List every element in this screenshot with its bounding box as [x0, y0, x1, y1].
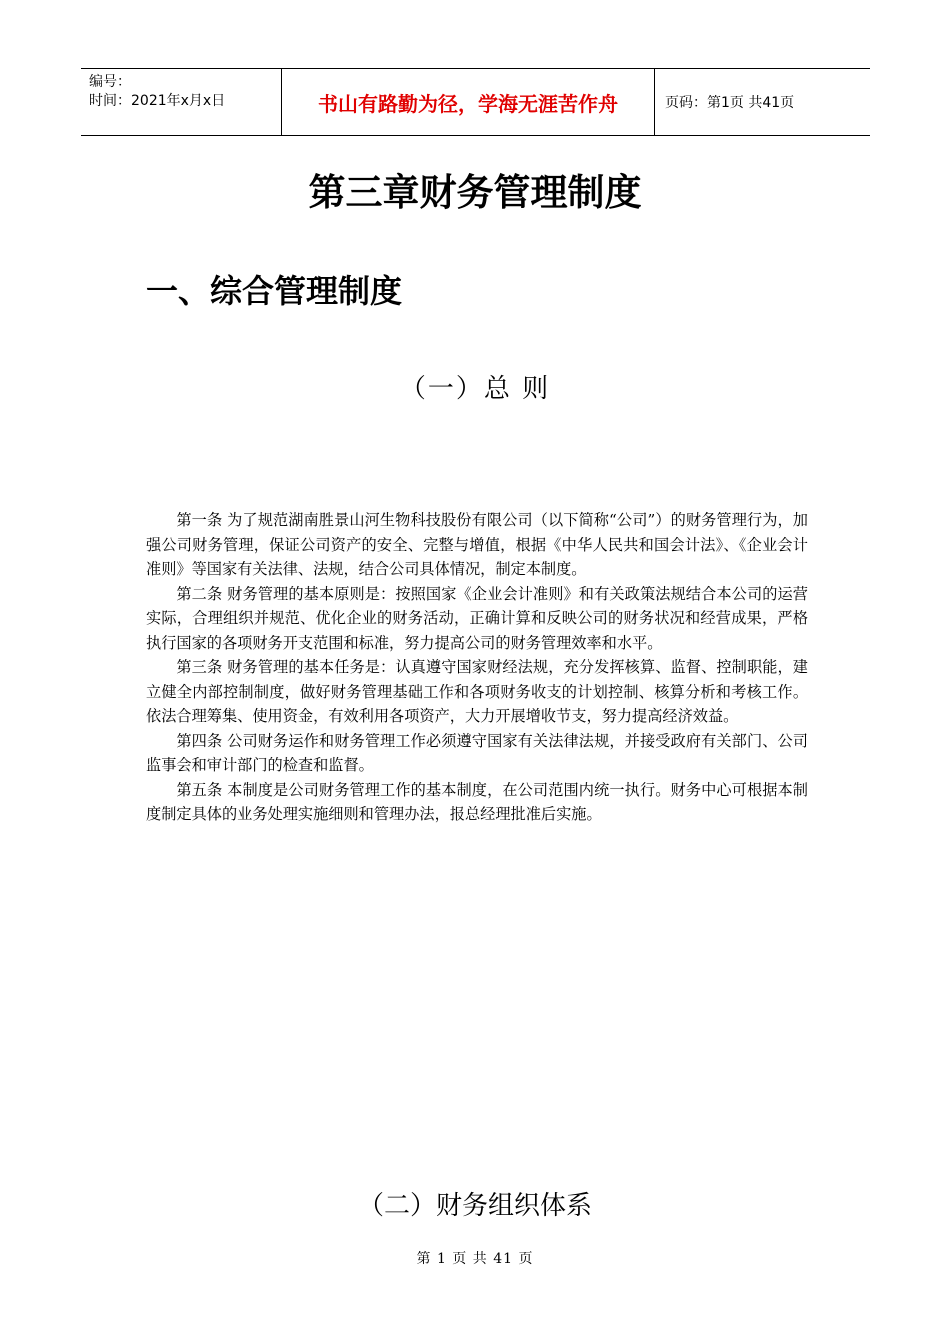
page-header	[81, 68, 870, 136]
subsection-title-general: （一）总 则	[399, 374, 551, 404]
document-date: 时间：2021年x月x日	[89, 93, 226, 109]
header-page-code: 页码：第1页 共41页	[665, 95, 795, 111]
article-3: 第三条 财务管理的基本任务是：认真遵守国家财经法规，充分发挥核算、监督、控制职能，建立健全内部控制制度，做好财务管理基础工作和各项财务收支的计划控制、核算分析和考核工作。依法合理筹集、使用资金，有效利用各项资产，大力开展增收节支，努力提高经济效益。	[146, 658, 808, 725]
chapter-title: 第三章财务管理制度	[308, 171, 642, 214]
article-2: 第二条 财务管理的基本原则是：按照国家《企业会计准则》和有关政策法规结合本公司的运营实际，合理组织并规范、优化企业的财务活动，正确计算和反映公司的财务状况和经营成果，严格执行国家的各项财务开支范围和标准，努力提高公司的财务管理效率和水平。	[146, 584, 808, 652]
header-meta	[81, 69, 282, 135]
articles-body	[146, 508, 808, 827]
article-4: 第四条 公司财务运作和财务管理工作必须遵守国家有关法律法规，并接受政府有关部门、公司监事会和审计部门的检查和监督。	[146, 731, 808, 774]
header-motto: 书山有路勤为径，学海无涯苦作舟	[282, 69, 655, 135]
page-footer: 第 1 页 共 41 页	[416, 1251, 534, 1267]
subsection-title-organization: （二）财务组织体系	[357, 1191, 592, 1221]
document-number: 编号：	[89, 74, 131, 90]
section-title: 一、综合管理制度	[146, 272, 403, 310]
article-1: 第一条 为了规范湖南胜景山河生物科技股份有限公司（以下简称“公司”）的财务管理行为，加强公司财务管理，保证公司资产的安全、完整与增值，根据《中华人民共和国会计法》、《企业会计准则》等国家有关法律、法规，结合公司具体情况，制定本制度。	[146, 511, 808, 578]
article-5: 第五条 本制度是公司财务管理工作的基本制度，在公司范围内统一执行。财务中心可根据本制度制定具体的业务处理实施细则和管理办法，报总经理批准后实施。	[146, 780, 808, 823]
